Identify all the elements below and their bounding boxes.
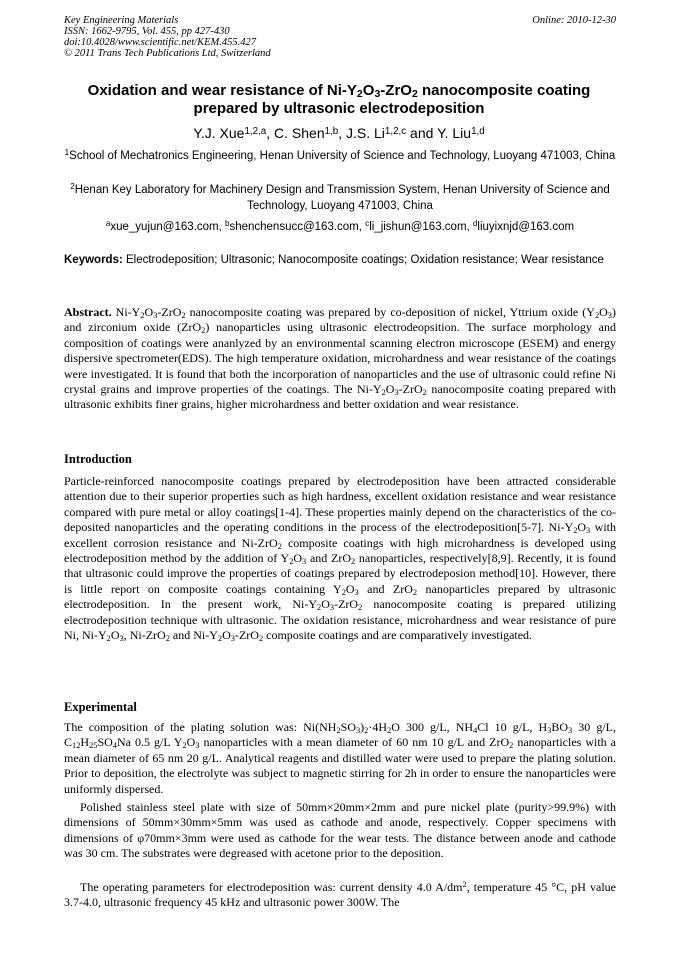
subscript: 2 <box>351 557 356 567</box>
subscript: 2 <box>106 634 111 644</box>
experimental-paragraph-3 <box>64 880 616 911</box>
email-mark: d <box>472 219 478 228</box>
email-mark: a <box>105 219 111 228</box>
subscript: 2 <box>201 326 206 336</box>
subscript: 3 <box>607 311 612 320</box>
title-sub: 2 <box>356 88 363 100</box>
text-run: H <box>80 735 90 750</box>
author-list <box>60 124 618 142</box>
subscript: 12 <box>72 741 81 751</box>
email-separator: , <box>358 221 366 233</box>
text-run: O <box>345 581 355 596</box>
issn-line: ISSN: 1662-9795, Vol. 455, pp 427-430 <box>64 26 230 37</box>
text-run: ) and zirconium oxide (ZrO <box>64 305 616 335</box>
subscript: 3 <box>586 526 591 536</box>
author <box>193 125 274 141</box>
title-sub: 3 <box>374 88 381 100</box>
text-run: ·4H <box>368 720 388 734</box>
text-run: O <box>385 382 395 397</box>
text-run: O <box>293 551 303 566</box>
abstract-label: Abstract. <box>64 305 112 319</box>
text-run: composite coatings and are comparatively investigated. <box>263 628 533 643</box>
email-link[interactable]: li_jishun@163.com <box>369 221 467 233</box>
email-link[interactable]: liuyixnjd@163.com <box>477 221 575 233</box>
subscript: 2 <box>165 634 170 644</box>
author <box>274 125 346 141</box>
subscript: 3 <box>568 726 573 735</box>
email-mark: b <box>224 219 230 228</box>
affiliation-mark: 1 <box>64 148 70 157</box>
author-affil-mark: 1,2,a <box>244 126 267 137</box>
subscript: 2 <box>509 741 514 751</box>
text-run: and ZrO <box>358 581 413 596</box>
text-run: BO <box>551 720 569 734</box>
author-separator: , <box>266 125 275 141</box>
email-list <box>64 219 616 235</box>
copyright-line: © 2011 Trans Tech Publications Ltd, Switzerland <box>64 48 271 59</box>
text-run: nanoparticles with a mean diameter of 65 nm 20 g/L. Analytical reagents and distilled water were used to prepare the plating solution. Prior to deposition, the electrolyte was subject to magnetic stirring for 2h in order to ensure the nanoparticles were uniformly dispersed. <box>64 735 617 796</box>
text-run: SO <box>340 720 356 734</box>
text-run: O <box>110 628 120 643</box>
text-run: 30 g/L, C <box>64 720 617 750</box>
subscript: 3 <box>195 741 200 751</box>
subscript: 2 <box>289 557 294 567</box>
text-run: ) <box>360 720 365 734</box>
journal-name: Key Engineering Materials <box>64 15 179 26</box>
title-text: O <box>362 82 375 99</box>
subscript: 3 <box>394 388 399 398</box>
text-run: and ZrO <box>306 551 351 566</box>
subscript: 2 <box>364 726 369 735</box>
subscript: 3 <box>355 726 361 735</box>
subscript: 2 <box>277 541 282 551</box>
text-run: composite coatings with high microhardness is developed using electrodeposition method by the addition of Y <box>64 535 616 566</box>
affiliation-1 <box>64 148 616 164</box>
subscript: 2 <box>422 388 427 398</box>
text-run: , temperature 45 °C, pH value 3.7-4.0, ultrasonic frequency 45 kHz and ultrasonic power 300W. The <box>64 880 616 910</box>
text-run: O 300 g/L, NH <box>391 720 474 734</box>
text-run: nanoparticles prepared by ultrasonic electrodeposition. In the present work, Ni-Y <box>64 581 616 612</box>
subscript: 2 <box>412 587 418 597</box>
author <box>437 125 485 141</box>
email-mark: c <box>365 219 370 228</box>
text-run: O <box>577 520 587 535</box>
experimental-heading: Experimental <box>64 700 137 714</box>
title-text: -ZrO <box>380 82 412 99</box>
text-run: O <box>222 628 231 643</box>
text-run: nanocomposite coating was prepared by co-deposition of nickel, Yttrium oxide (Y <box>185 305 595 319</box>
keywords-text: Electrodeposition; Ultrasonic; Nanocomposite coatings; Oxidation resistance; Wear resistance <box>122 254 604 266</box>
text-run: O <box>599 305 608 319</box>
text-run: The composition of the plating solution was: Ni(NH <box>64 720 337 734</box>
experimental-paragraph-1 <box>64 720 616 797</box>
email-separator: , <box>218 221 225 233</box>
text-run: , Ni-ZrO <box>123 628 166 643</box>
affiliation-mark: 2 <box>70 182 75 191</box>
text-run: -ZrO <box>234 628 259 643</box>
text-run: nanoparticles with a mean diameter of 60 nm 10 g/L and ZrO <box>199 735 510 750</box>
keywords-label: Keywords: <box>64 254 123 266</box>
title-text: nanocomposite coating prepared by ultrasonic electrodeposition <box>193 82 591 117</box>
paper-title <box>60 82 618 118</box>
subscript: 3 <box>230 634 235 644</box>
text-run: Na 0.5 g/L Y <box>116 735 183 750</box>
email-separator: , <box>466 221 473 233</box>
subscript: 2 <box>182 741 187 751</box>
keywords-paragraph <box>64 253 616 269</box>
text-run: Particle-reinforced nanocomposite coatings prepared by electrodeposition have been attracted considerable attention due to their superior properties such as high hardness, excellent oxidation resistance and wear resistance compared with pure metal or alloy coatings[1-4]. These properties mainly depend on the characteristics of the co-deposited nanoparticles and the operating conditions in the process of the electrodeposition[5-7]. Ni-Y <box>64 474 616 535</box>
doi-line[interactable]: doi:10.4028/www.scientific.net/KEM.455.427 <box>64 37 256 48</box>
text-run: -ZrO <box>398 382 423 397</box>
author-affil-mark: 1,d <box>471 126 485 137</box>
text-run: nanoparticles, respectively[8,9]. Recently, it is found that ultrasonic could improve the properties of coatings prepared by electrodeposion method[10]. However, there is little report on composite coatings containing Y <box>64 551 616 596</box>
subscript: 2 <box>594 311 600 320</box>
subscript: 2 <box>217 634 223 644</box>
text-run: Ni-Y <box>111 305 141 319</box>
experimental-paragraph-2: Polished stainless steel plate with size of 50mm×20mm×2mm and pure nickel plate (purity>99.9%) with dimensions of 50mm×30mm×5mm was used as cathode and anode, respectively. Copper specimens with dimensions of φ70mm×3mm were used as cathode for the wear tests. The distance between anode and cathode was 30 cm. The substrates were degreased with acetone prior to the deposition. <box>64 800 616 861</box>
text-run: with excellent corrosion resistance and Ni-ZrO <box>64 520 616 550</box>
subscript: 3 <box>354 587 359 597</box>
subscript: 2 <box>317 603 322 613</box>
subscript: 2 <box>181 311 186 320</box>
author-name: C. Shen <box>274 125 325 141</box>
email-link[interactable]: shenchensucc@163.com <box>229 221 359 233</box>
text-run: O <box>186 735 196 750</box>
text-run: Cl 10 g/L, H <box>477 720 548 734</box>
author-name: Y.J. Xue <box>193 125 245 141</box>
email-link[interactable]: xue_yujun@163.com <box>110 221 219 233</box>
text-run: SO <box>97 735 113 750</box>
affiliation-2 <box>64 182 616 214</box>
author-separator: and <box>406 125 438 141</box>
subscript: 2 <box>341 587 346 597</box>
title-sub: 2 <box>411 88 418 100</box>
text-run: nanocomposite coating prepared with ultrasonic exhibits finer grains, higher microhardness and better oxidation and wear resistance. <box>64 382 617 412</box>
subscript: 25 <box>89 741 98 751</box>
title-text: Oxidation and wear resistance of Ni-Y <box>87 82 357 99</box>
subscript: 2 <box>573 526 578 536</box>
subscript: 4 <box>473 726 478 735</box>
author-separator: , <box>338 125 347 141</box>
text-run: The operating parameters for electrodeposition was: current density 4.0 A/dm <box>80 880 463 894</box>
journal-header <box>64 15 616 59</box>
online-date: Online: 2010-12-30 <box>532 15 616 26</box>
subscript: 2 <box>140 311 145 320</box>
subscript: 2 <box>258 634 264 644</box>
subscript: 3 <box>119 634 124 644</box>
text-run: -ZrO <box>157 305 182 319</box>
text-run: ) nanoparticles using ultrasonic electrodeopsition. The surface morphology and composition of coatings were ananlyzed by an environmental scanning electron microscope (ESEM) and energy dispersive spectrometer(EDS). The high temperature oxidation, microhardness and wear resistance of the coatings were investigated. It is found that both the incorporation of nanoparticles and the use of ultrasonic could refine Ni crystal grains and improve properties of the coatings. The Ni-Y <box>64 320 617 397</box>
author-affil-mark: 1,b <box>324 126 339 137</box>
subscript: 3 <box>547 726 552 735</box>
subscript: 3 <box>153 311 158 320</box>
author <box>346 125 437 141</box>
subscript: 4 <box>112 741 117 751</box>
affiliation-text: Henan Key Laboratory for Machinery Design and Transmission System, Henan University of Science and Technology, Luoyang 471003, China <box>74 184 610 212</box>
author-name: J.S. Li <box>346 125 385 141</box>
abstract-paragraph <box>64 305 616 413</box>
superscript: 2 <box>462 880 467 889</box>
author-name: Y. Liu <box>437 125 472 141</box>
subscript: 2 <box>336 726 341 735</box>
subscript: 3 <box>329 603 335 613</box>
subscript: 2 <box>387 726 392 735</box>
subscript: 3 <box>302 557 307 567</box>
introduction-heading: Introduction <box>64 452 132 466</box>
text-run: O <box>144 305 154 319</box>
author-affil-mark: 1,2,c <box>384 126 407 137</box>
subscript: 2 <box>358 603 363 613</box>
text-run: nanocomposite coating is prepared utilizing electrodeposition technique with ultrasonic. The oxidation resistance, microhardness and wear resistance of pure Ni, Ni-Y <box>64 597 616 643</box>
subscript: 2 <box>381 388 386 398</box>
text-run: and Ni-Y <box>169 628 218 643</box>
text-run: -ZrO <box>334 597 359 612</box>
introduction-paragraph <box>64 474 616 643</box>
text-run: O <box>321 597 330 612</box>
affiliation-text: School of Mechatronics Engineering, Henan University of Science and Technology, Luoyang 471003, China <box>69 150 616 162</box>
